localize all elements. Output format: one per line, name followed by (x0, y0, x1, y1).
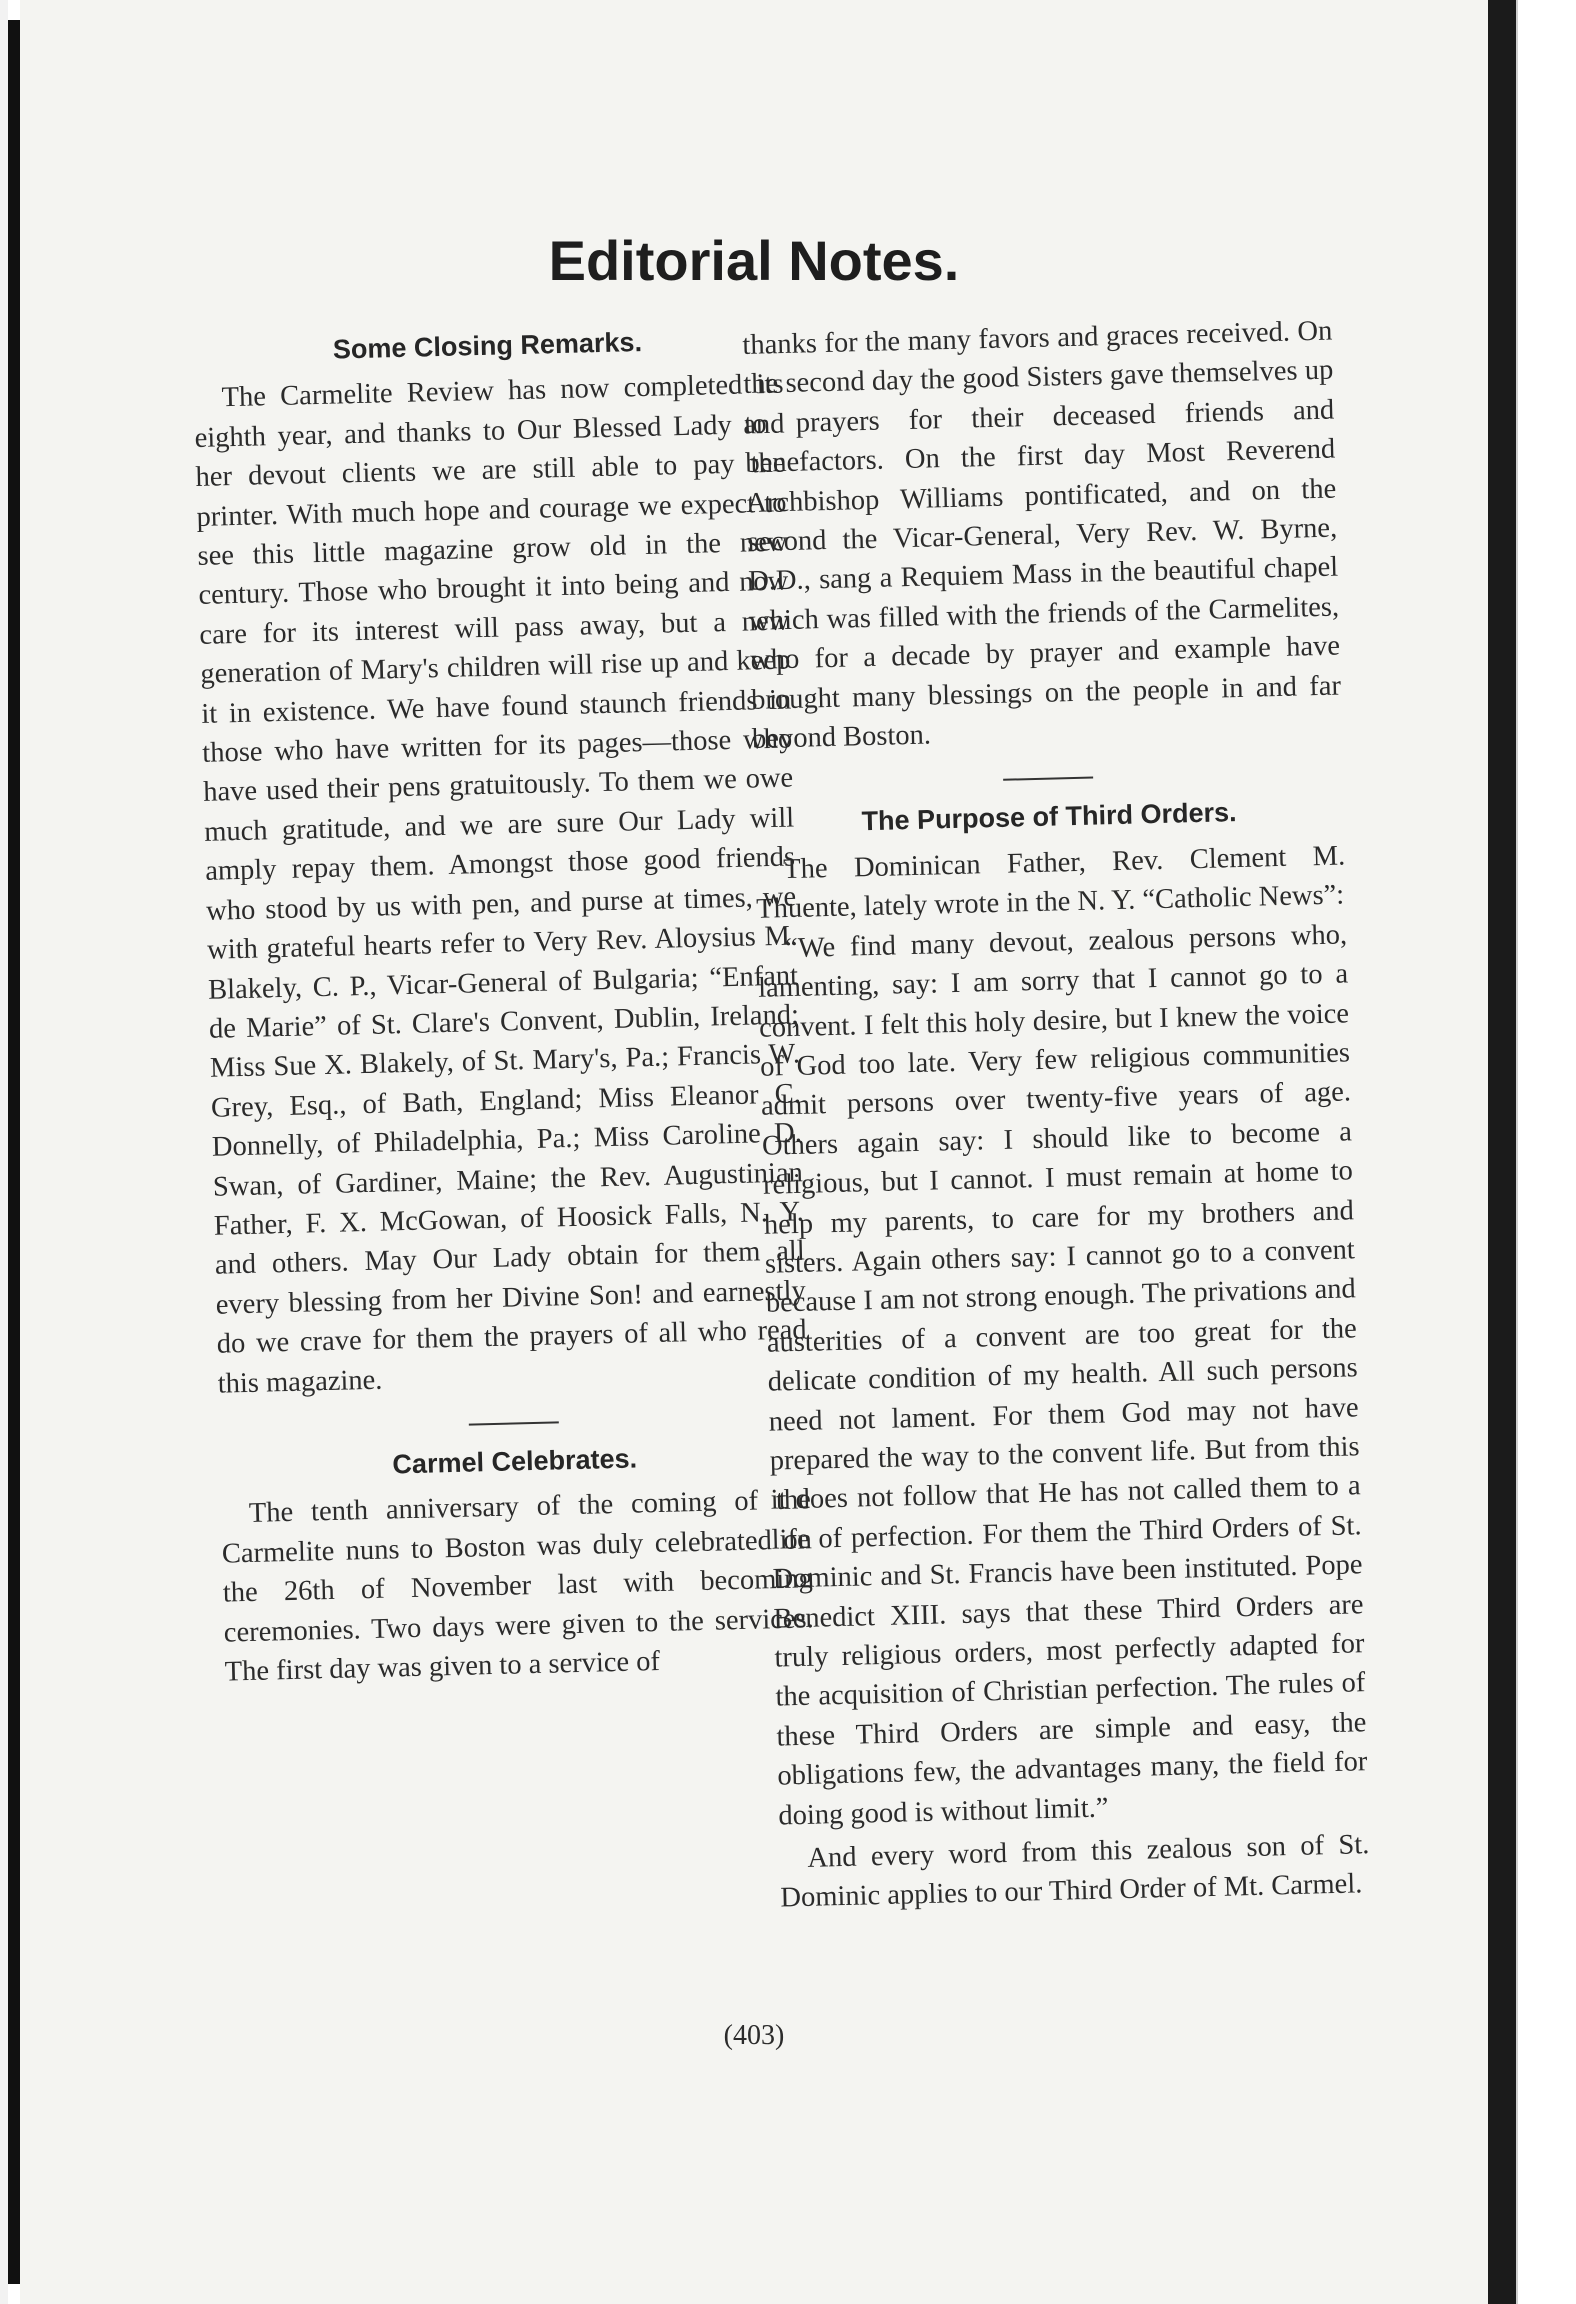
page-number: (403) (723, 2020, 785, 2051)
section-divider (469, 1421, 559, 1425)
scan-margin-left (0, 0, 8, 2304)
scan-margin-right (1516, 0, 1576, 2304)
scan-border-left (8, 20, 20, 2284)
page-title: Editorial Notes. (548, 229, 960, 292)
paragraph-closing-remarks: The Carmelite Review has now completed its eighth year, and thanks to Our Blessed Lady and her devout clients we are still able to pay the printer. With much hope and courage we expect to see this little magazine grow old in the new century. Those who brought it into being and now care for its interest will pass away, but a new generation of Mary's children will rise up and keep it in existence. We have found staunch friends in those who have written for its pages—those who have used their pens gratuitously. To them we owe much gratitude, and we are sure Our Lady will amply repay them. Amongst those good friends who stood by us with pen, and purse at times, we with grateful hearts refer to Very Rev. Aloysius M. Blakely, C. P., Vicar-General of Bulgaria; “Enfant de Marie” of St. Clare's Convent, Dublin, Ireland; Miss Sue X. Blakely, of St. Mary's, Pa.; Francis W. Grey, Esq., of Bath, England; Miss Eleanor C. Donnelly, of Philadelphia, Pa.; Miss Caroline D. Swan, of Gardiner, Maine; the Rev. Augustinian Father, F. X. McGowan, of Hoosick Falls, N. Y. and others. May Our Lady obtain for them all every blessing from her Divine Son! and earnestly do we crave for them the prayers of all who read this magazine. (194, 368, 807, 1400)
heading-carmel-celebrates: Carmel Celebrates. (392, 1443, 638, 1480)
paragraph-third-orders-intro: The Dominican Father, Rev. Clement M. Thuente, lately wrote in the N. Y. “Catholic News”: (755, 840, 1346, 926)
paragraph-carmel-celebrates-continued: thanks for the many favors and graces received. On the second day the good Sisters gave themselves up to prayers for their deceased friends and benefactors. On the first day Most Reverend Archbishop Williams pontificated, and on the second the Vicar-General, Very Rev. W. Byrne, D.D., sang a Requiem Mass in the beautiful chapel which was filled with the friends of the Carmelites, who for a decade by prayer and example have brought many blessings on the people in and far beyond Boston. (742, 315, 1342, 755)
paragraph-third-orders-closing: And every word from this zealous son of St. Dominic applies to our Third Order of Mt. Carmel. (780, 1829, 1370, 1914)
document-page (20, 0, 1488, 2304)
left-column (192, 316, 815, 1692)
right-column (742, 312, 1371, 1919)
heading-closing-remarks: Some Closing Remarks. (332, 327, 643, 365)
section-divider (1003, 777, 1093, 781)
scan-border-right (1488, 0, 1516, 2304)
paragraph-third-orders-quote: “We find many devout, zealous persons who, lamenting, say: I am sorry that I cannot go to a convent. I felt this holy desire, but I knew the voice of God too late. Very few religious communities admit persons over twenty-five years of age. Others again say: I should like to become a religious, but I cannot. I must remain at home to help my parents, to care for my brothers and sisters. Again others say: I cannot go to a convent because I am not strong enough. The privations and austerities of a convent are too great for the delicate condition of my health. All such persons need not lament. For them God may not have prepared the way to the convent life. But from this it does not follow that He has not called them to a life of perfection. For them the Third Orders of St. Dominic and St. Francis have been instituted. Pope Benedict XIII. says that these Third Orders are truly religious orders, most perfectly adapted for the acquisition of Christian perfection. The rules of these Third Orders are simple and easy, the obligations few, the advantages many, the field for doing good is without limit.” (757, 919, 1368, 1832)
paragraph-carmel-celebrates: The tenth anniversary of the coming of the Carmelite nuns to Boston was duly celebrated on the 26th of November last with becoming ceremonies. Two days were given to the services. The first day was given to a service of (221, 1484, 815, 1688)
heading-third-orders: The Purpose of Third Orders. (861, 797, 1237, 837)
